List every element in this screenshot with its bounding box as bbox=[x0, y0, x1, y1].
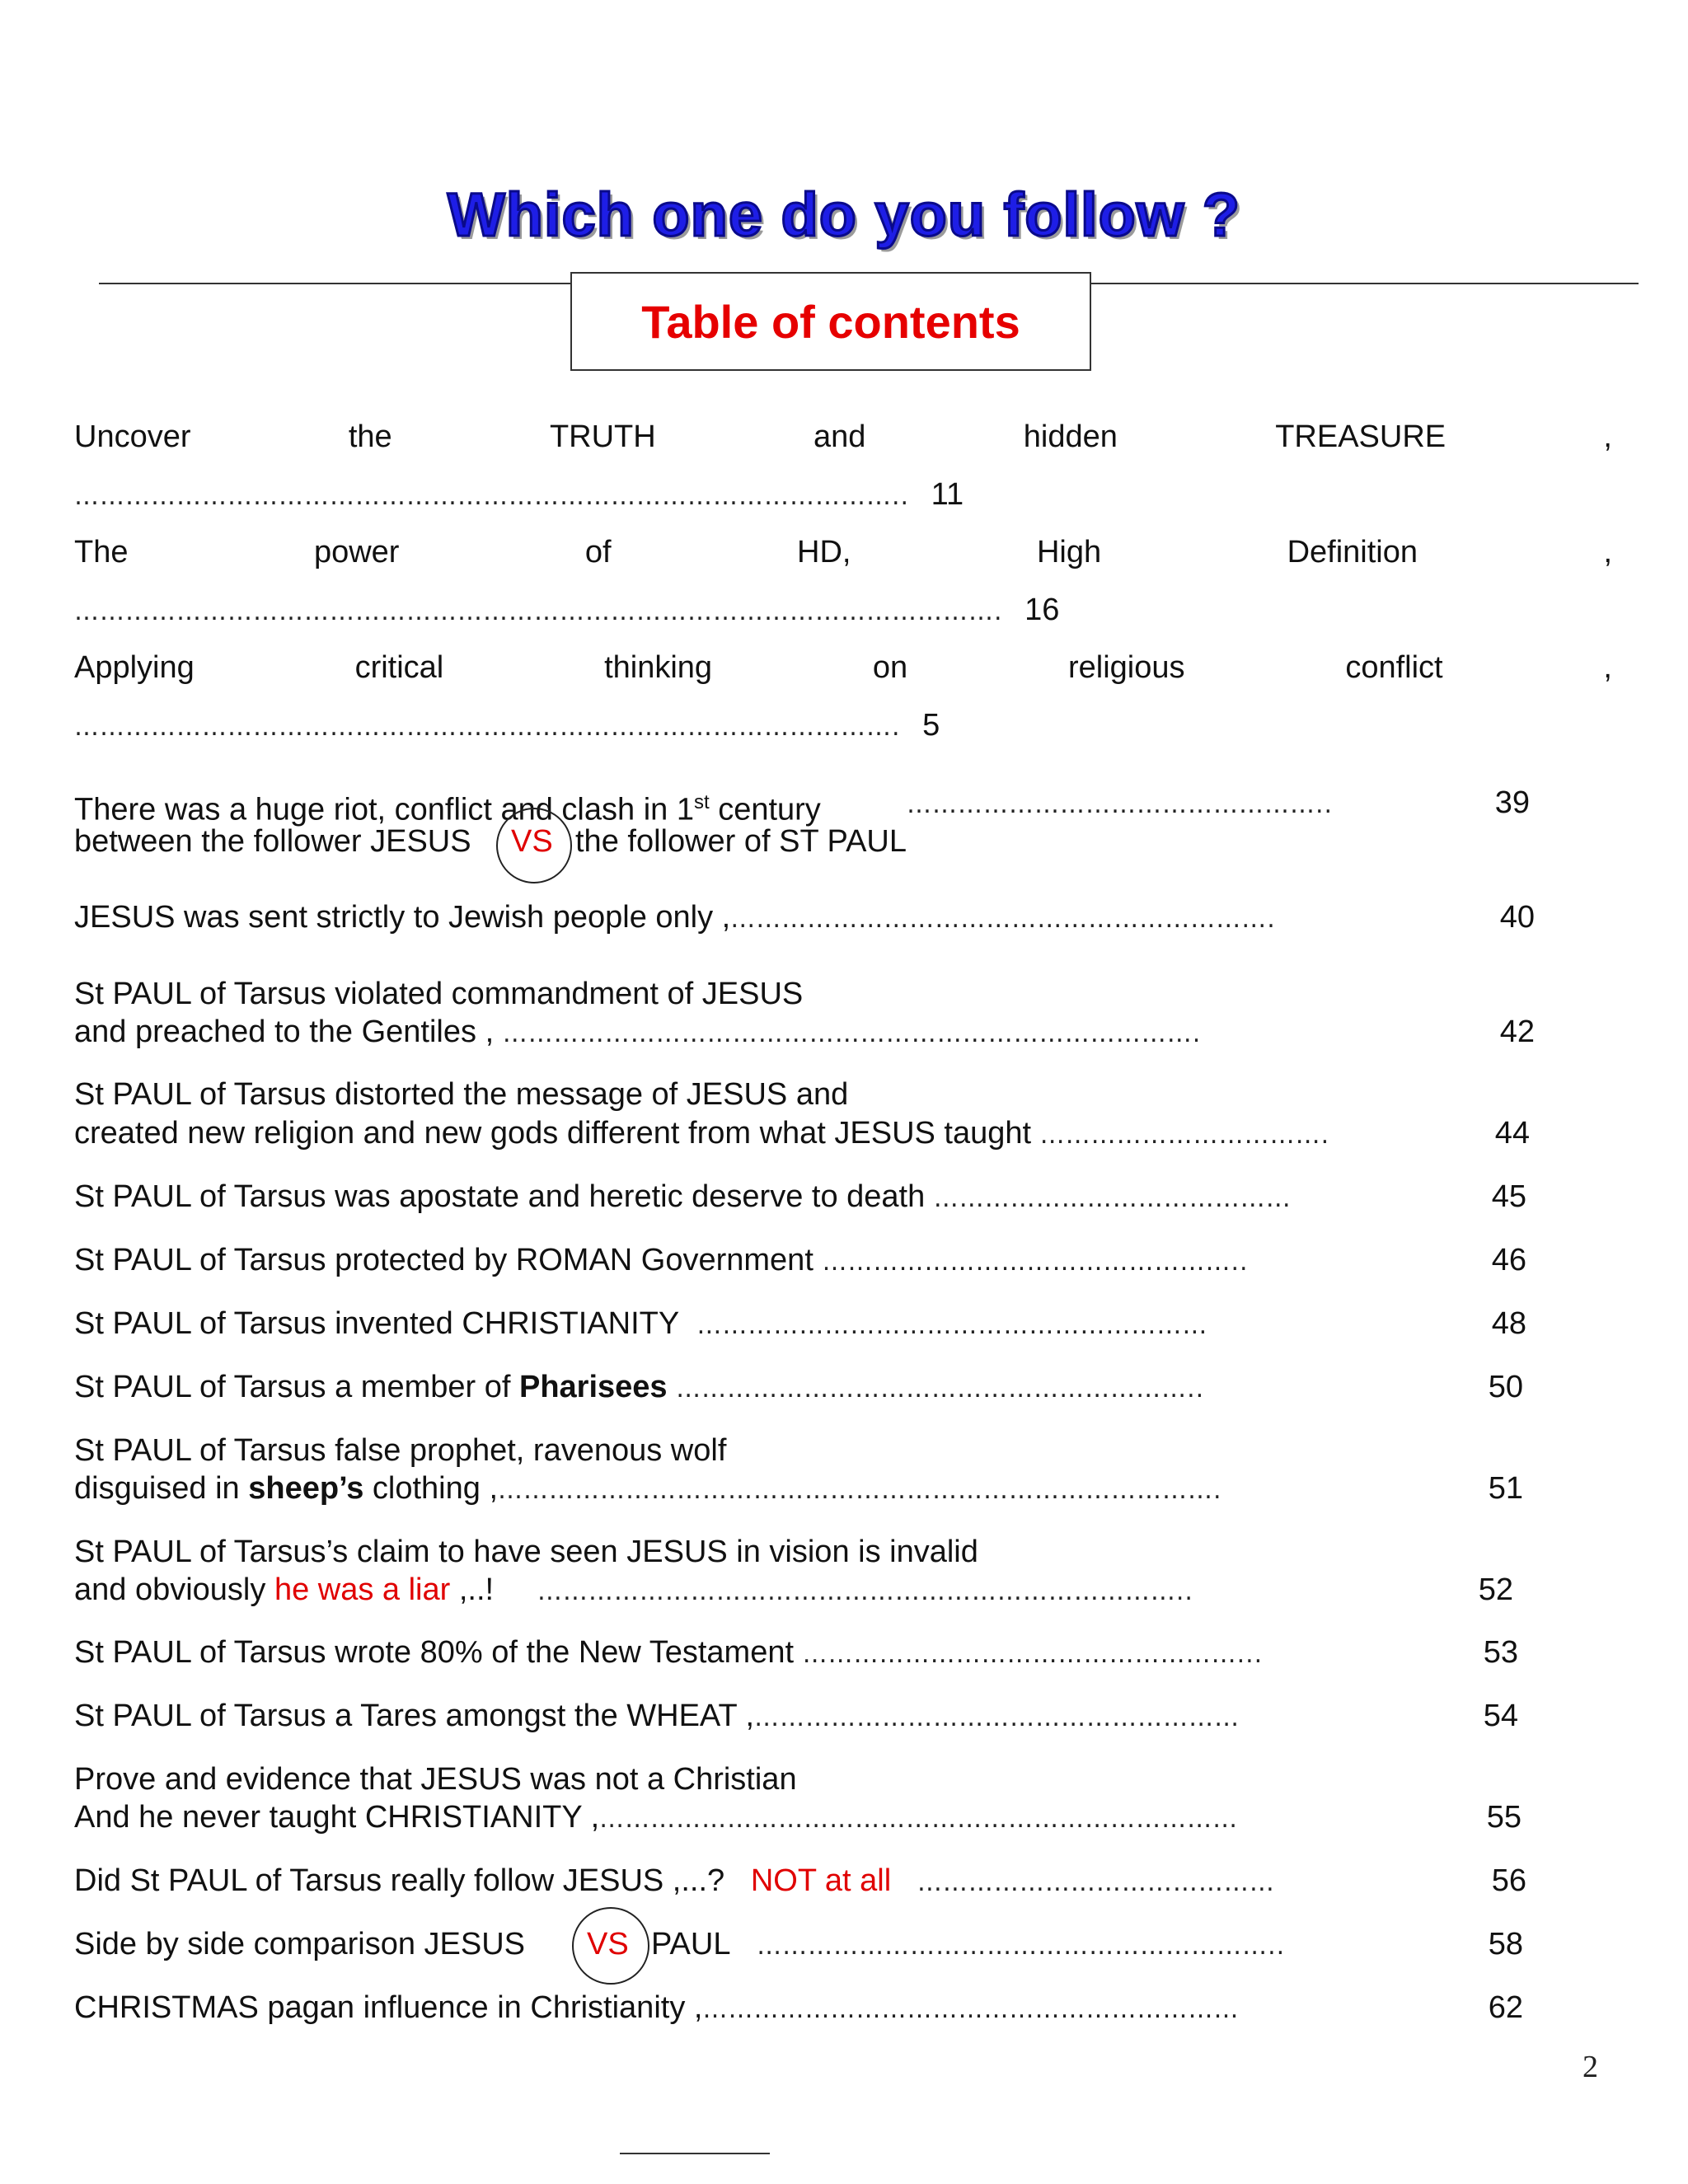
toc-entry-vision: and obviously he was a liar ,..! ………………………………………………………………….. bbox=[74, 1572, 1193, 1607]
toc-entry-roman: St PAUL of Tarsus protected by ROMAN Government ………………………………………….. bbox=[74, 1243, 1249, 1277]
page-ref: 48 bbox=[1491, 1306, 1526, 1341]
page-ref: 52 bbox=[1478, 1572, 1513, 1607]
page-ref: 42 bbox=[1499, 1015, 1535, 1049]
page-ref: 44 bbox=[1494, 1116, 1530, 1151]
vs-label: VS bbox=[511, 824, 553, 859]
toc-entry-riot-leader: ………………………………………….. bbox=[907, 790, 1334, 819]
vs-label: VS bbox=[587, 1927, 629, 1961]
toc-entry-distorted: created new religion and new gods different from what JESUS taught ……………………………. bbox=[74, 1116, 1330, 1151]
page-ref: 50 bbox=[1488, 1370, 1523, 1404]
toc-entry-christmas: CHRISTMAS pagan influence in Christianity ,……………………………………………………… bbox=[74, 1990, 1240, 2025]
toc-entry-false-prophet-line1: St PAUL of Tarsus false prophet, ravenous wolf bbox=[74, 1433, 727, 1468]
toc-heading: Table of contents bbox=[641, 295, 1020, 348]
toc-entry-uncover-leader: …………………………………………………………………………………….. 11 bbox=[74, 477, 964, 512]
page-ref: 58 bbox=[1488, 1927, 1523, 1961]
toc-entry-violated: and preached to the Gentiles , ………………………………………………………………………. bbox=[74, 1015, 1202, 1049]
page-ref: 55 bbox=[1486, 1800, 1522, 1835]
toc-entry-false-prophet: disguised in sheep’s clothing ,…………………………………………………………………………. bbox=[74, 1471, 1222, 1506]
page-ref: 56 bbox=[1491, 1863, 1526, 1898]
toc-entry-not-christian: And he never taught CHRISTIANITY ,………………………………………………………………… bbox=[74, 1800, 1239, 1835]
page-ref: 16 bbox=[1025, 593, 1060, 627]
footer-rule bbox=[620, 2153, 770, 2154]
toc-entry-side-by-side-paul: PAUL …………………………………………………….. bbox=[651, 1927, 1286, 1961]
page-ref: 53 bbox=[1483, 1635, 1518, 1670]
toc-entry-riot: There was a huge riot, conflict and clash in 1st century bbox=[74, 791, 821, 827]
page-ref: 54 bbox=[1483, 1699, 1518, 1733]
toc-entry-not-christian-line1: Prove and evidence that JESUS was not a Christian bbox=[74, 1762, 797, 1797]
toc-entry-riot-line2b: the follower of ST PAUL bbox=[575, 824, 907, 859]
page-ref: 51 bbox=[1488, 1471, 1523, 1506]
toc-entry-tares: St PAUL of Tarsus a Tares amongst the WHEAT ,………………………………………………… bbox=[74, 1699, 1240, 1733]
page-ref: 11 bbox=[931, 477, 964, 512]
page-ref: 46 bbox=[1491, 1243, 1526, 1277]
toc-entry-pharisees: St PAUL of Tarsus a member of Pharisees …………………………………………………….. bbox=[74, 1370, 1205, 1404]
toc-entry-apostate: St PAUL of Tarsus was apostate and heretic deserve to death …………………………………… bbox=[74, 1179, 1292, 1214]
page-number: 2 bbox=[1582, 2050, 1598, 2084]
toc-entry-invented: St PAUL of Tarsus invented CHRISTIANITY …………………………………………………… bbox=[74, 1306, 1208, 1341]
toc-entry-violated-line1: St PAUL of Tarsus violated commandment of JESUS bbox=[74, 977, 804, 1011]
toc-entry-hd-leader: ………………………………………………………………………………………………. 16 bbox=[74, 593, 1060, 627]
toc-entry-new-testament: St PAUL of Tarsus wrote 80% of the New Testament ……………………………………………... bbox=[74, 1635, 1264, 1670]
toc-entry-hd: The power of HD, High Definition , bbox=[74, 535, 1612, 569]
toc-entry-distorted-line1: St PAUL of Tarsus distorted the message of JESUS and bbox=[74, 1077, 849, 1112]
page-ref: 62 bbox=[1488, 1990, 1523, 2025]
toc-entry-vision-line1: St PAUL of Tarsus’s claim to have seen JESUS in vision is invalid bbox=[74, 1535, 978, 1569]
toc-entry-critical-thinking-leader: ……………………………………………………………………………………. 5 bbox=[74, 708, 940, 743]
toc-entry-side-by-side: Side by side comparison JESUS bbox=[74, 1927, 526, 1961]
page-ref: 39 bbox=[1494, 785, 1530, 820]
toc-entry-critical-thinking: Applying critical thinking on religious conflict , bbox=[74, 650, 1612, 685]
page-ref: 45 bbox=[1491, 1179, 1526, 1214]
toc-heading-box bbox=[570, 272, 1091, 371]
page-title: Which one do you follow ? bbox=[447, 180, 1241, 249]
toc-entry-uncover: Uncover the TRUTH and hidden TREASURE , bbox=[74, 419, 1612, 454]
toc-entry-riot-line2: between the follower JESUS bbox=[74, 824, 471, 859]
page-ref: 40 bbox=[1499, 900, 1535, 935]
toc-entry-jewish: JESUS was sent strictly to Jewish people only ,………………………………………………………. bbox=[74, 900, 1276, 935]
toc-entry-follow-jesus: Did St PAUL of Tarsus really follow JESUS ,...? NOT at all …………………………………… bbox=[74, 1863, 1275, 1898]
page-ref: 5 bbox=[922, 708, 940, 743]
